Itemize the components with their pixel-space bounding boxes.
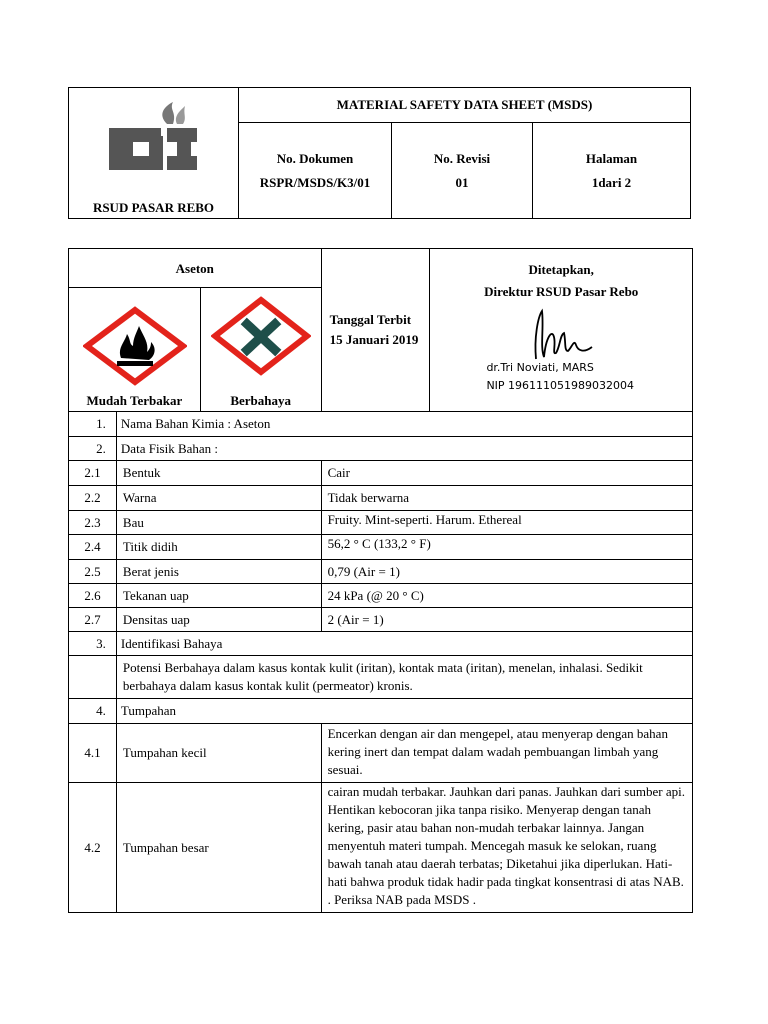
property-label: Bau (116, 511, 321, 535)
spill-label: Tumpahan besar (116, 783, 321, 913)
signer-name: dr.Tri Noviati, MARS (486, 361, 594, 374)
row-number: 4.2 (69, 783, 117, 913)
section-number: 1. (69, 412, 117, 437)
director-title: Direktur RSUD Pasar Rebo (484, 284, 639, 299)
row-number: 2.7 (69, 608, 117, 632)
section-title: Data Fisik Bahan : (116, 437, 692, 461)
row-number: 4.1 (69, 724, 117, 783)
signer-nip: NIP 196111051989032004 (486, 379, 635, 392)
property-label: Bentuk (116, 461, 321, 486)
page-value: 1dari 2 (591, 174, 632, 190)
property-label: Tekanan uap (116, 584, 321, 608)
table-row (69, 584, 693, 608)
section-row (69, 699, 693, 724)
exclamation-cross-icon (211, 296, 311, 376)
doc-number-value: RSPR/MSDS/K3/01 (259, 174, 371, 190)
harmful-pictogram-cell (200, 288, 321, 412)
property-label: Warna (116, 486, 321, 511)
row-number: 2.5 (69, 560, 117, 584)
property-label: Berat jenis (116, 560, 321, 584)
page-cell (533, 123, 691, 219)
table-row (69, 783, 693, 913)
empty-cell (69, 656, 117, 699)
spill-label: Tumpahan kecil (116, 724, 321, 783)
doc-number-label: No. Dokumen (276, 150, 354, 166)
msds-content-table (68, 248, 693, 913)
flame-icon (83, 306, 187, 386)
section-number: 4. (69, 699, 117, 724)
hazard-description: Potensi Berbahaya dalam kasus kontak kulit (iritan), kontak mata (iritan), menelan, inhalasi. Sedikit berbahaya dalam kasus kontak kulit (permeator) kronis. (116, 656, 692, 699)
section-row (69, 632, 693, 656)
hazard-row (69, 656, 693, 699)
table-row (69, 535, 693, 560)
substance-name: Aseton (69, 249, 322, 288)
row-number: 2.3 (69, 511, 117, 535)
flammable-label: Mudah Terbakar (86, 393, 183, 408)
revision-label: No. Revisi (433, 150, 491, 166)
section-title: Nama Bahan Kimia : Aseton (116, 412, 692, 437)
issue-label: Tanggal Terbit (329, 312, 412, 327)
flammable-pictogram-cell (69, 288, 201, 412)
section-row (69, 412, 693, 437)
property-value: Fruity. Mint-seperti. Harum. Ethereal (321, 511, 692, 535)
spill-value: Encerkan dengan air dan mengepel, atau menyerap dengan bahan kering inert dan tempat dalam wadah pembuangan limbah yang sesuai. (321, 724, 692, 783)
property-label: Densitas uap (116, 608, 321, 632)
table-row (69, 608, 693, 632)
section-title: Tumpahan (116, 699, 692, 724)
table-row (69, 486, 693, 511)
property-value: 0,79 (Air = 1) (321, 560, 692, 584)
signature-cell (430, 249, 693, 412)
table-row (69, 461, 693, 486)
document-title: MATERIAL SAFETY DATA SHEET (MSDS) (239, 88, 691, 123)
logo-cell (69, 88, 239, 219)
row-number: 2.4 (69, 535, 117, 560)
spill-value: cairan mudah terbakar. Jauhkan dari panas. Jauhkan dari sumber api. Hentikan kebocoran jika tanpa risiko. Menyerap dengan tanah kering, pasir atau bahan non-mudah terbakar lainnya. Jangan menyentuh materi tumpah. Mencegah masuk ke selokan, ruang bawah tanah atau daerah terbatas; Diketahui jika diperlukan. Hati-hati bahwa produk tidak hadir pada tingkat konsentrasi di atas NAB. . Periksa NAB pada MSDS . (321, 783, 692, 913)
section-number: 3. (69, 632, 117, 656)
section-number: 2. (69, 437, 117, 461)
section-title: Identifikasi Bahaya (116, 632, 692, 656)
row-number: 2.2 (69, 486, 117, 511)
table-row (69, 511, 693, 535)
property-value: Tidak berwarna (321, 486, 692, 511)
property-label: Titik didih (116, 535, 321, 560)
harmful-label: Berbahaya (230, 393, 292, 408)
table-row (69, 560, 693, 584)
row-number: 2.1 (69, 461, 117, 486)
hospital-name: RSUD PASAR REBO (92, 200, 215, 215)
property-value: Cair (321, 461, 692, 486)
revision-value: 01 (455, 174, 469, 190)
issue-date: 15 Januari 2019 (329, 332, 419, 347)
document-header (68, 87, 691, 219)
table-row (69, 724, 693, 783)
page-label: Halaman (585, 150, 638, 166)
approved-label: Ditetapkan, (528, 262, 594, 277)
issue-cell (321, 249, 430, 412)
doc-number-cell (239, 123, 392, 219)
hospital-logo-icon (107, 102, 199, 174)
property-value: 56,2 ° C (133,2 ° F) (321, 535, 692, 560)
property-value: 24 kPa (@ 20 ° C) (321, 584, 692, 608)
property-value: 2 (Air = 1) (321, 608, 692, 632)
revision-cell (392, 123, 533, 219)
signature-icon (526, 307, 596, 363)
section-row (69, 437, 693, 461)
row-number: 2.6 (69, 584, 117, 608)
